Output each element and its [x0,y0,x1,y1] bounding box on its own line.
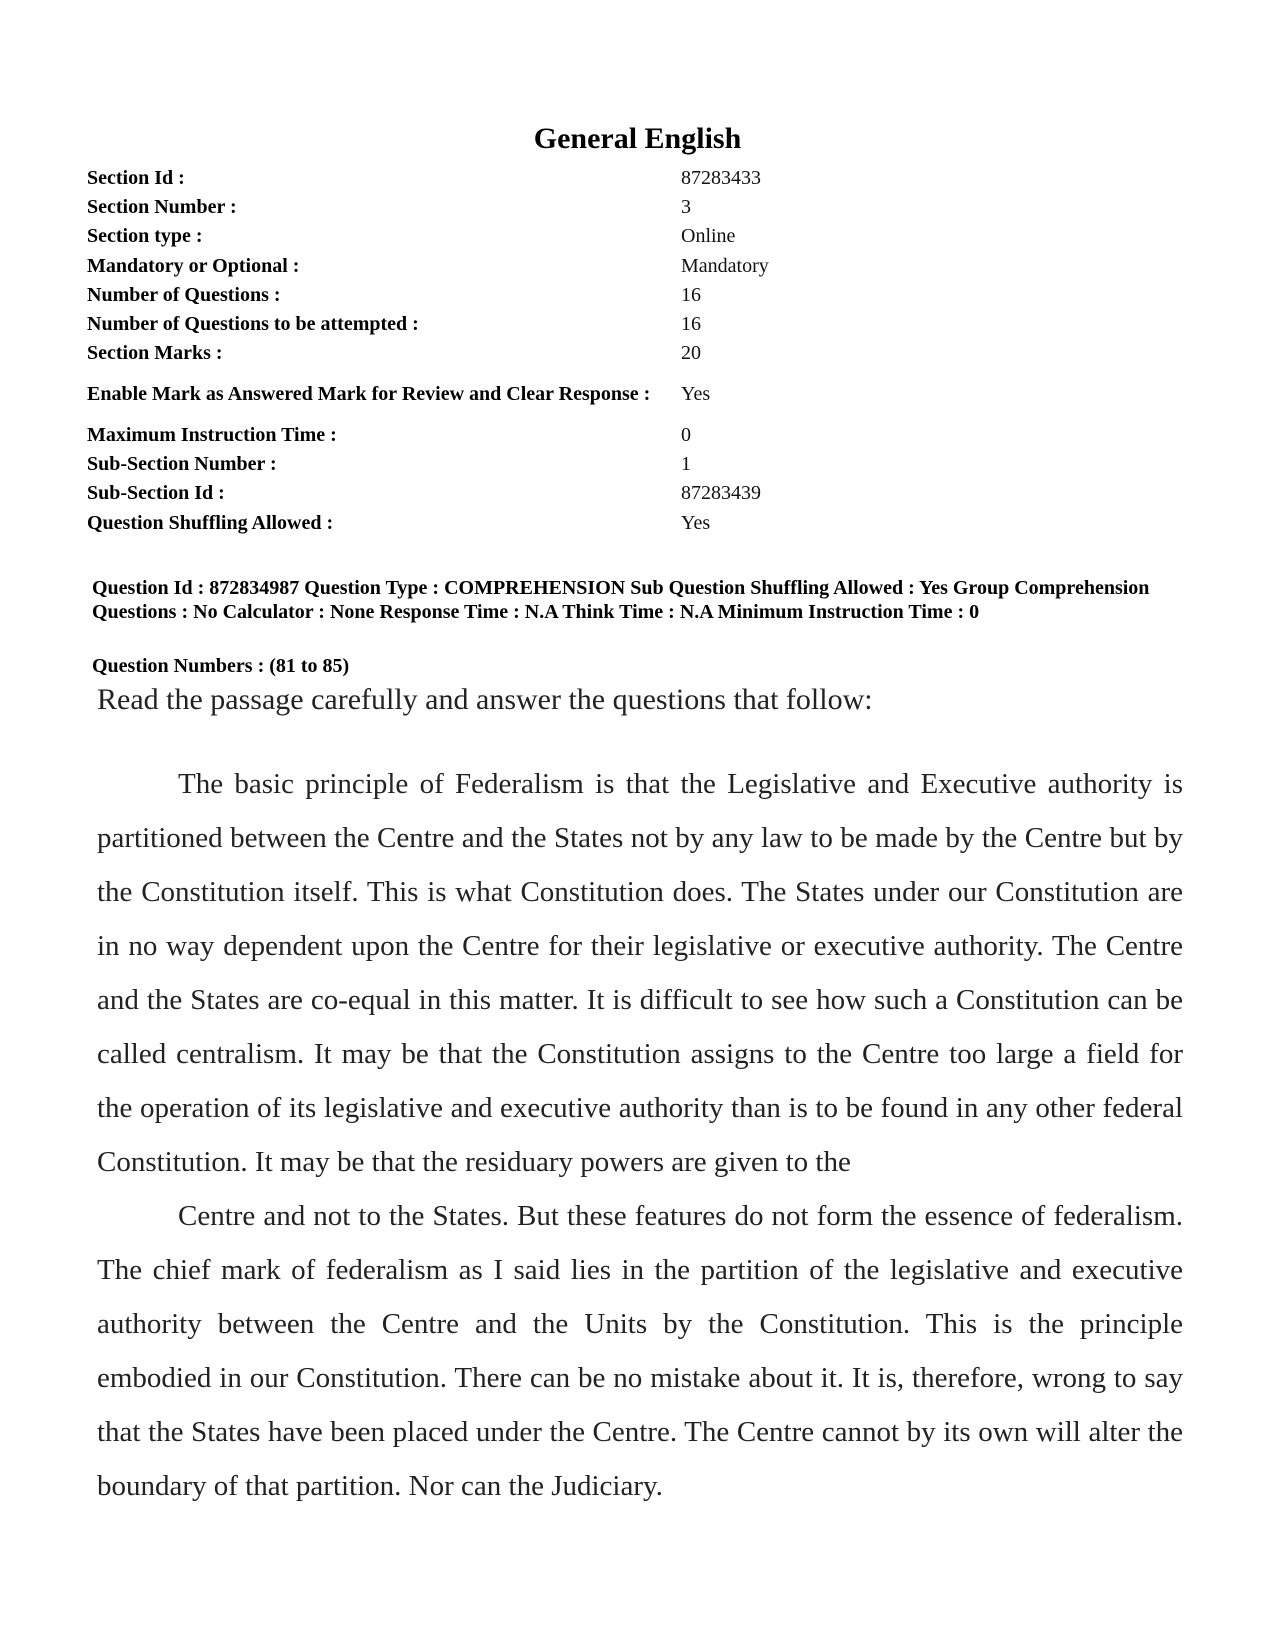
section-info-label: Section type : [87,225,203,248]
table-row [87,309,1187,338]
table-row [87,251,1187,280]
question-numbers: Question Numbers : (81 to 85) [92,655,350,677]
question-meta: Question Id : 872834987 Question Type : COMPREHENSION Sub Question Shuffling Allowed : Yes Group Comprehension Questions : No Calculator : None Response Time : N.A Think Time : N.A Minimum Instruction Time : 0 [92,577,1150,623]
section-info-label: Sub-Section Number : [87,453,277,476]
section-info-value: Yes [681,511,711,534]
passage-instruction: Read the passage carefully and answer the questions that follow: [97,683,873,716]
table-row [87,280,1187,309]
table-row [87,368,1187,420]
table-row [87,508,1187,537]
section-info-label: Sub-Section Id : [87,482,225,505]
table-row [87,420,1187,449]
section-info-label: Number of Questions : [87,283,281,306]
passage-paragraph: The basic principle of Federalism is that the Legislative and Executive authority is partitioned between the Centre and the States not by any law to be made by the Centre but by the Constitution itself. This is what Constitution does. The States under our Constitution are in no way dependent upon the Centre for their legislative or executive authority. The Centre and the States are co-equal in this matter. It is difficult to see how such a Constitution can be called centralism. It may be that the Constitution assigns to the Centre too large a field for the operation of its legislative and executive authority than is to be found in any other federal Constitution. It may be that the residuary powers are given to the [97,768,1183,1178]
section-info-value: 16 [681,313,701,336]
section-info-value: 1 [681,453,691,476]
section-info-value: 16 [681,283,701,306]
table-row [87,163,1187,192]
section-info-label: Question Shuffling Allowed : [87,511,334,534]
section-info-value: 20 [681,342,701,365]
section-info-table [87,163,1187,537]
passage-paragraph: Centre and not to the States. But these features do not form the essence of federalism. The chief mark of federalism as I said lies in the partition of the legislative and executive authority between the Centre and the Units by the Constitution. This is the principle embodied in our Constitution. There can be no mistake about it. It is, therefore, wrong to say that the States have been placed under the Centre. The Centre cannot by its own will alter the boundary of that partition. Nor can the Judiciary. [97,1200,1183,1502]
section-info-value: Yes [681,383,711,406]
table-row [87,449,1187,478]
section-info-label: Section Number : [87,195,237,218]
section-info-value: Online [681,225,736,248]
section-info-label: Mandatory or Optional : [87,254,300,277]
page-title: General English [533,122,742,155]
section-info-value: 87283433 [681,166,761,189]
table-row [87,192,1187,221]
section-info-value: Mandatory [681,254,769,277]
section-info-label: Section Marks : [87,342,223,365]
comprehension-passage [97,757,1183,1513]
section-info-label: Number of Questions to be attempted : [87,313,419,336]
section-info-value: 0 [681,423,691,446]
section-info-value: 87283439 [681,482,761,505]
table-row [87,222,1187,251]
section-info-value: 3 [681,195,691,218]
table-row [87,339,1187,368]
table-row [87,479,1187,508]
section-info-label: Section Id : [87,166,185,189]
section-info-label: Enable Mark as Answered Mark for Review and Clear Response : [87,383,651,406]
section-info-label: Maximum Instruction Time : [87,423,337,446]
